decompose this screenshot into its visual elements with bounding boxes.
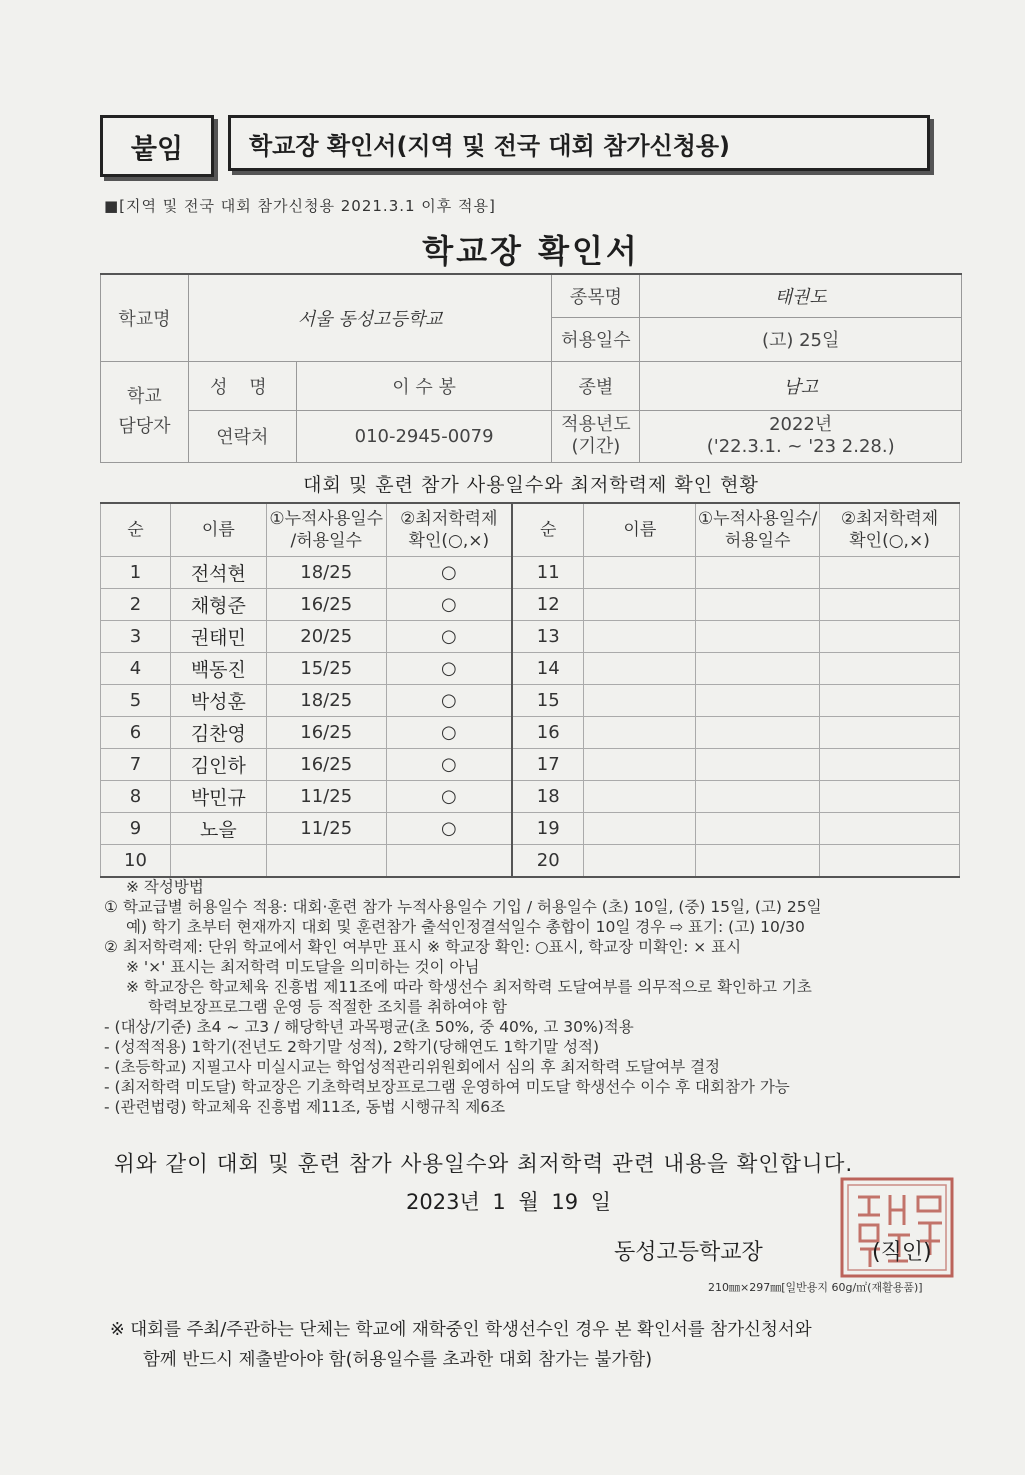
school-info-table bbox=[100, 273, 962, 463]
sport-label: 종목명 bbox=[552, 274, 640, 317]
footer-line-2: 함께 반드시 제출받아야 함(허용일수를 초과한 대회 참가는 불가함) bbox=[143, 1350, 653, 1370]
instruction-line: 예) 학기 초부터 현재까지 대회 및 훈련참가 출석인정결석일수 총합이 10일 경우 ⇨ 표기: (고) 10/30 bbox=[126, 918, 805, 936]
sport-value: 태권도 bbox=[640, 274, 962, 317]
table-row bbox=[101, 589, 960, 621]
header-days-right bbox=[696, 503, 820, 557]
row-no: 10 bbox=[101, 845, 171, 878]
row-no: 2 bbox=[101, 589, 171, 621]
name-value: 이 수 봉 bbox=[296, 361, 552, 410]
instruction-line: - (성적적용) 1학기(전년도 2학기말 성적), 2학기(당해연도 1학기말 성적) bbox=[104, 1038, 600, 1056]
allowed-days-value: (고) 25일 bbox=[640, 317, 962, 361]
student-name-right bbox=[584, 589, 696, 621]
student-name-right bbox=[584, 781, 696, 813]
acad-check: ○ bbox=[386, 717, 512, 749]
table-row bbox=[101, 813, 960, 845]
acad-check-right bbox=[820, 557, 960, 589]
gender-label: 종별 bbox=[552, 361, 640, 410]
row-no-right: 16 bbox=[512, 717, 584, 749]
row-no: 5 bbox=[101, 685, 171, 717]
header-acad-line2: 확인(○,×) bbox=[408, 531, 490, 551]
student-name-right bbox=[584, 557, 696, 589]
row-no-right: 13 bbox=[512, 621, 584, 653]
acad-check-right bbox=[820, 653, 960, 685]
acad-check-right bbox=[820, 845, 960, 878]
manager-label: 학교 담당자 bbox=[101, 361, 189, 462]
year-label: 적용년도 (기간) bbox=[552, 410, 640, 462]
header-seq-right: 순 bbox=[512, 503, 584, 557]
student-name: 권태민 bbox=[170, 621, 266, 653]
acad-check: ○ bbox=[386, 781, 512, 813]
acad-check-right bbox=[820, 749, 960, 781]
acad-check-right bbox=[820, 717, 960, 749]
days-used: 11/25 bbox=[266, 813, 386, 845]
row-no: 9 bbox=[101, 813, 171, 845]
row-no-right: 17 bbox=[512, 749, 584, 781]
page-title: 학교장 확인서 bbox=[422, 232, 640, 270]
header-acad bbox=[386, 503, 512, 557]
applicability-note: ■[지역 및 전국 대회 참가신청용 2021.3.1 이후 적용] bbox=[104, 197, 496, 215]
instruction-line: - (초등학교) 지필고사 미실시교는 학업성적관리위원회에서 심의 후 최저학력 도달여부 결정 bbox=[104, 1058, 721, 1076]
student-name: 노을 bbox=[170, 813, 266, 845]
acad-check: ○ bbox=[386, 685, 512, 717]
days-used-right bbox=[696, 589, 820, 621]
acad-check: ○ bbox=[386, 813, 512, 845]
principal-name: 동성고등학교장 bbox=[614, 1240, 763, 1265]
footer-line-1: ※ 대회를 주최/주관하는 단체는 학교에 재학중인 학생선수인 경우 본 확인서를 참가신청서와 bbox=[110, 1320, 812, 1340]
header-days-line2: /허용일수 bbox=[290, 531, 362, 551]
roster-title: 대회 및 훈련 참가 사용일수와 최저학력제 확인 현황 bbox=[303, 474, 759, 496]
student-name-right bbox=[584, 621, 696, 653]
instruction-line: ① 학교급별 허용일수 적용: 대회·훈련 참가 누적사용일수 기입 / 허용일수 (초) 10일, (중) 15일, (고) 25일 bbox=[104, 898, 822, 916]
days-used: 16/25 bbox=[266, 589, 386, 621]
acad-check: ○ bbox=[386, 749, 512, 781]
days-used: 20/25 bbox=[266, 621, 386, 653]
issue-date: 2023년 1 월 19 일 bbox=[406, 1190, 612, 1214]
header-name-right: 이름 bbox=[584, 503, 696, 557]
year-cell bbox=[640, 410, 962, 462]
student-name: 채형준 bbox=[170, 589, 266, 621]
days-used-right bbox=[696, 685, 820, 717]
table-row bbox=[101, 749, 960, 781]
row-no: 1 bbox=[101, 557, 171, 589]
header-days bbox=[266, 503, 386, 557]
student-name-right bbox=[584, 653, 696, 685]
acad-check: ○ bbox=[386, 653, 512, 685]
days-used: 18/25 bbox=[266, 557, 386, 589]
table-row bbox=[101, 621, 960, 653]
row-no-right: 14 bbox=[512, 653, 584, 685]
student-name-right bbox=[584, 717, 696, 749]
days-used: 18/25 bbox=[266, 685, 386, 717]
contact-label: 연락처 bbox=[188, 410, 296, 462]
year-value: 2022년 bbox=[769, 414, 833, 435]
confirmation-statement: 위와 같이 대회 및 훈련 참가 사용일수와 최저학력 관련 내용을 확인합니다. bbox=[114, 1152, 854, 1177]
student-name-right bbox=[584, 749, 696, 781]
student-name: 김찬영 bbox=[170, 717, 266, 749]
school-value: 서울 동성고등학교 bbox=[188, 274, 552, 361]
roster-header-row bbox=[101, 503, 960, 557]
student-name: 박민규 bbox=[170, 781, 266, 813]
instructions-heading: ※ 작성방법 bbox=[126, 878, 204, 896]
allowed-days-label: 허용일수 bbox=[552, 317, 640, 361]
acad-check: ○ bbox=[386, 589, 512, 621]
days-used-right bbox=[696, 717, 820, 749]
days-used-right bbox=[696, 749, 820, 781]
student-name: 김인하 bbox=[170, 749, 266, 781]
form-title-box: 학교장 확인서(지역 및 전국 대회 참가신청용) bbox=[228, 115, 930, 171]
header-seq: 순 bbox=[101, 503, 171, 557]
row-no: 3 bbox=[101, 621, 171, 653]
student-name bbox=[170, 845, 266, 878]
student-name-right bbox=[584, 813, 696, 845]
days-used-right bbox=[696, 557, 820, 589]
attachment-tag: 붙임 bbox=[100, 115, 214, 177]
header-name: 이름 bbox=[170, 503, 266, 557]
header-acad-right-line2: 확인(○,×) bbox=[849, 531, 930, 551]
acad-check-right bbox=[820, 685, 960, 717]
table-row bbox=[101, 781, 960, 813]
header-days-right-line2: 허용일수 bbox=[724, 531, 791, 551]
row-no-right: 12 bbox=[512, 589, 584, 621]
days-used-right bbox=[696, 813, 820, 845]
acad-check-right bbox=[820, 781, 960, 813]
footer-note bbox=[110, 1315, 812, 1375]
row-no-right: 19 bbox=[512, 813, 584, 845]
header-acad-right bbox=[820, 503, 960, 557]
instruction-line: ※ '×' 표시는 최저학력 미도달을 의미하는 것이 아님 bbox=[126, 958, 480, 976]
seal-label: (직인) bbox=[872, 1240, 932, 1265]
school-label: 학교명 bbox=[101, 274, 189, 361]
days-used-right bbox=[696, 621, 820, 653]
instruction-line: ② 최저학력제: 단위 학교에서 확인 여부만 표시 ※ 학교장 확인: ○표시, 학교장 미확인: × 표시 bbox=[104, 938, 742, 956]
student-name: 전석현 bbox=[170, 557, 266, 589]
name-label: 성 명 bbox=[188, 361, 296, 410]
row-no-right: 11 bbox=[512, 557, 584, 589]
table-row bbox=[101, 653, 960, 685]
header-days-line1: ①누적사용일수 bbox=[269, 509, 384, 529]
instruction-line: - (관련법령) 학교체육 진흥법 제11조, 동법 시행규칙 제6조 bbox=[104, 1098, 506, 1116]
year-period: ('22.3.1. ~ '23 2.28.) bbox=[706, 436, 895, 457]
row-no-right: 18 bbox=[512, 781, 584, 813]
student-name-right bbox=[584, 685, 696, 717]
row-no: 8 bbox=[101, 781, 171, 813]
contact-value: 010-2945-0079 bbox=[296, 410, 552, 462]
table-row bbox=[101, 845, 960, 878]
instructions bbox=[104, 877, 964, 1117]
acad-check-right bbox=[820, 621, 960, 653]
gender-value: 남고 bbox=[640, 361, 962, 410]
row-no: 6 bbox=[101, 717, 171, 749]
acad-check-right bbox=[820, 813, 960, 845]
student-name: 박성훈 bbox=[170, 685, 266, 717]
acad-check: ○ bbox=[386, 621, 512, 653]
acad-check: ○ bbox=[386, 557, 512, 589]
header-acad-line1: ②최저학력제 bbox=[400, 509, 498, 529]
row-no-right: 20 bbox=[512, 845, 584, 878]
days-used: 11/25 bbox=[266, 781, 386, 813]
days-used: 16/25 bbox=[266, 717, 386, 749]
instruction-line: - (대상/기준) 초4 ~ 고3 / 해당학년 과목평균(초 50%, 중 40%, 고 30%)적용 bbox=[104, 1018, 634, 1036]
row-no-right: 15 bbox=[512, 685, 584, 717]
row-no: 4 bbox=[101, 653, 171, 685]
instruction-line: 학력보장프로그램 운영 등 적절한 조치를 취하여야 함 bbox=[148, 998, 507, 1016]
roster-table bbox=[100, 502, 960, 878]
table-row bbox=[101, 557, 960, 589]
table-row bbox=[101, 685, 960, 717]
days-used-right bbox=[696, 781, 820, 813]
student-name: 백동진 bbox=[170, 653, 266, 685]
days-used-right bbox=[696, 653, 820, 685]
days-used-right bbox=[696, 845, 820, 878]
paper-spec: 210㎜×297㎜[일반용지 60g/㎡(재활용품)] bbox=[708, 1281, 923, 1294]
header-acad-right-line1: ②최저학력제 bbox=[840, 509, 939, 529]
student-name-right bbox=[584, 845, 696, 878]
acad-check bbox=[386, 845, 512, 878]
table-row bbox=[101, 717, 960, 749]
days-used: 16/25 bbox=[266, 749, 386, 781]
instruction-line: - (최저학력 미도달) 학교장은 기초학력보장프로그램 운영하여 미도달 학생선수 이수 후 대회참가 가능 bbox=[104, 1078, 790, 1096]
instruction-line: ※ 학교장은 학교체육 진흥법 제11조에 따라 학생선수 최저학력 도달여부를 의무적으로 확인하고 기초 bbox=[126, 978, 812, 996]
days-used bbox=[266, 845, 386, 878]
header-days-right-line1: ①누적사용일수/ bbox=[697, 509, 818, 529]
acad-check-right bbox=[820, 589, 960, 621]
row-no: 7 bbox=[101, 749, 171, 781]
days-used: 15/25 bbox=[266, 653, 386, 685]
